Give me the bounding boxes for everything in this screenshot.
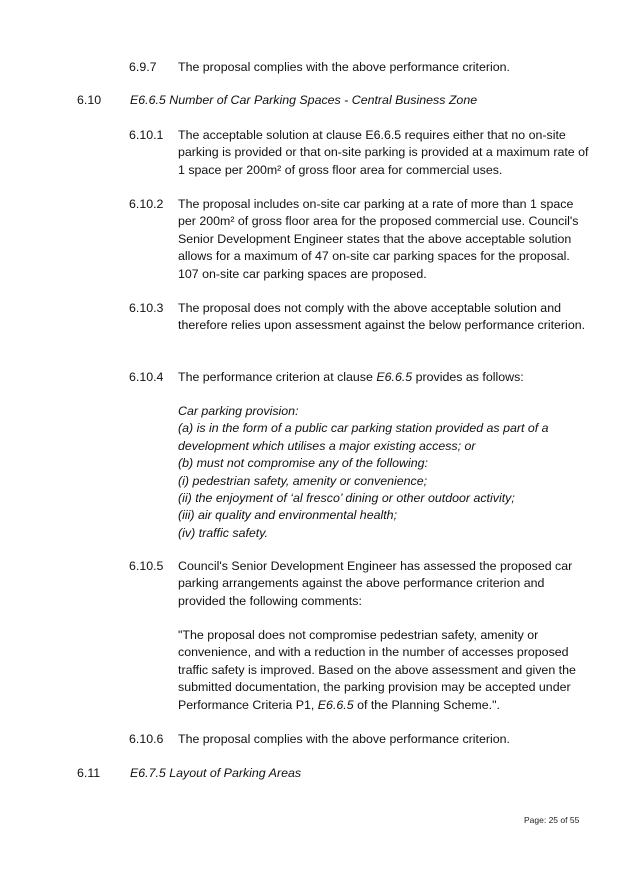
paragraph-6-10-1 [129, 127, 589, 179]
paragraph-text: The proposal complies with the above performance criterion. [178, 732, 510, 746]
paragraph-text: Council's Senior Development Engineer has assessed the proposed car parking arrangements against the above performance criterion and provided the following comments: [178, 559, 573, 608]
paragraph-text: The proposal includes on-site car parking at a rate of more than 1 space per 200m² of gross floor area for the proposed commercial use. Council's Senior Development Engineer states that the above acceptable solution allows for a maximum of 47 on-site car parking spaces for the proposal. 107 on-site car parking spaces are proposed. [178, 197, 579, 281]
section-number: 6.11 [77, 766, 101, 780]
criterion-line: (ii) the enjoyment of ‘al fresco’ dining or other outdoor activity; [178, 491, 515, 506]
paragraph-number: 6.9.7 [129, 60, 157, 74]
section-title: E6.7.5 Layout of Parking Areas [130, 766, 302, 780]
paragraph-6-10-2 [129, 196, 589, 283]
criterion-line: (i) pedestrian safety, amenity or convenience; [178, 473, 428, 488]
section-number: 6.10 [77, 93, 102, 107]
paragraph-6-10-3 [129, 300, 589, 335]
paragraph-6-10-6 [129, 731, 589, 748]
text-before: The performance criterion at clause [178, 370, 377, 384]
paragraph-text [178, 369, 589, 386]
clause-reference: E6.6.5 [317, 697, 354, 712]
paragraph-6-9-7 [129, 59, 589, 76]
engineer-comments-quote [178, 627, 588, 714]
criterion-line: development which utilises a major existing access; or [178, 438, 476, 453]
paragraph-number: 6.10.4 [129, 370, 164, 384]
criterion-line: Car parking provision: [178, 404, 299, 418]
paragraph-text: The proposal complies with the above performance criterion. [178, 60, 510, 74]
quote-text-after: of the Planning Scheme.". [353, 697, 500, 712]
quote-text-before: "The proposal does not compromise pedestrian safety, amenity or convenience, and with a reduction in the number of accesses proposed traffic safety is improved. Based on the above assessment and given the submitted documentation, the parking provision may be accepted under Performance Criteria P1, [178, 628, 576, 712]
paragraph-number: 6.10.2 [129, 197, 164, 211]
page-number: Page: 25 of 55 [524, 815, 580, 825]
paragraph-6-10-5 [129, 558, 589, 610]
clause-reference: E6.6.5 [376, 370, 413, 384]
criterion-line: (b) must not compromise any of the following: [178, 456, 428, 471]
criterion-line: (iv) traffic safety. [178, 525, 268, 540]
performance-criterion-block [178, 403, 588, 542]
paragraph-number: 6.10.3 [129, 301, 164, 315]
paragraph-text: The proposal does not comply with the above acceptable solution and therefore relies upon assessment against the below performance criterion. [178, 301, 586, 333]
section-title: E6.6.5 Number of Car Parking Spaces - Central Business Zone [130, 93, 478, 107]
paragraph-number: 6.10.6 [129, 732, 164, 746]
paragraph-number: 6.10.5 [129, 559, 164, 573]
criterion-line: (iii) air quality and environmental health; [178, 508, 398, 523]
criterion-line: (a) is in the form of a public car parking station provided as part of a [178, 421, 549, 436]
text-after: provides as follows: [412, 370, 524, 384]
paragraph-6-10-4 [129, 369, 589, 386]
paragraph-text: The acceptable solution at clause E6.6.5 requires either that no on-site parking is provided or that on-site parking is provided at a maximum rate of 1 space per 200m² of gross floor area for commercial uses. [178, 128, 589, 177]
paragraph-number: 6.10.1 [129, 128, 164, 142]
